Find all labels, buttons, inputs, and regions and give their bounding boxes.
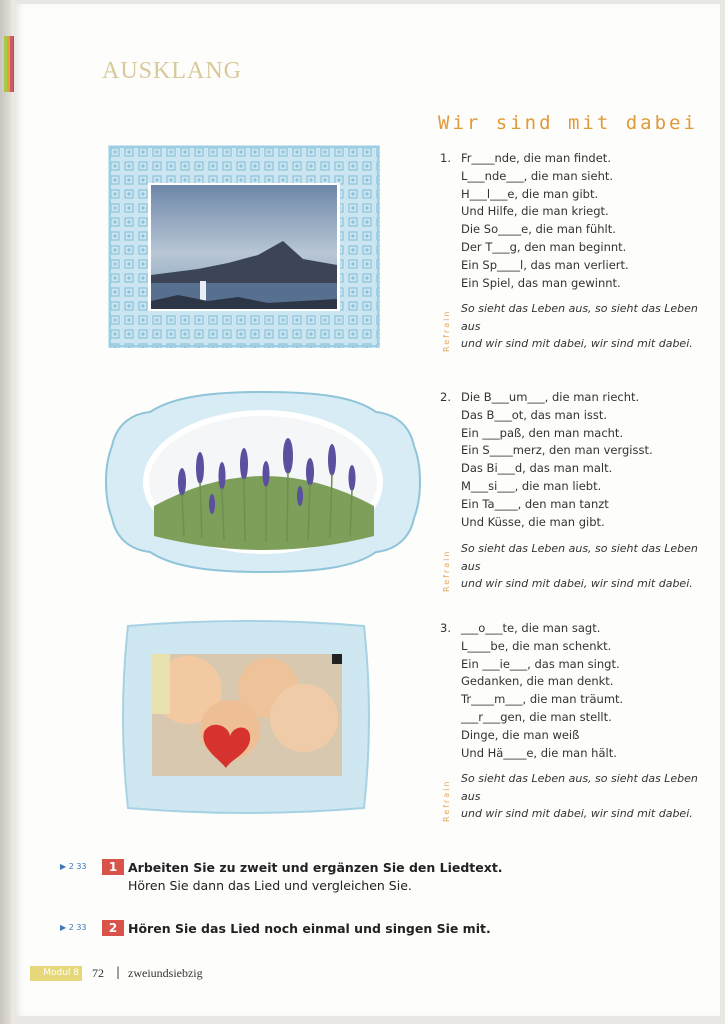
audio-track-reference[interactable]: ▶ 2 33 xyxy=(60,862,87,871)
task-instruction: Hören Sie das Lied noch einmal und singen Sie mit. xyxy=(128,921,491,936)
verse-line: Und Hä____e, die man hält. xyxy=(461,745,617,760)
verse-line: Dinge, die man weiß xyxy=(461,727,580,742)
verse-2 xyxy=(440,389,653,531)
refrain-line: So sieht das Leben aus, so sieht das Leben aus xyxy=(461,772,698,803)
verse-number: 2. xyxy=(440,390,451,404)
refrain-line: So sieht das Leben aus, so sieht das Leben aus xyxy=(461,302,698,333)
refrain-line: und wir sind mit dabei, wir sind mit dabei. xyxy=(461,577,693,590)
verse-line: Ein Sp____l, das man verliert. xyxy=(461,257,629,272)
refrain-label-box xyxy=(442,770,452,822)
page-footer xyxy=(30,964,430,984)
verse-line: L___nde___, die man sieht. xyxy=(461,168,614,183)
verse-line: Ein ___paß, den man macht. xyxy=(461,425,624,440)
verse-line: ___r___gen, die man stellt. xyxy=(461,709,612,724)
verse-line: Das B___ot, das man isst. xyxy=(461,407,608,422)
audio-track-reference[interactable]: ▶ 2 33 xyxy=(60,923,87,932)
refrain-label: Refrain xyxy=(442,549,451,592)
verse-line: Der T___g, den man beginnt. xyxy=(461,239,627,254)
page-number: 72 xyxy=(92,966,104,980)
verse-line: L____be, die man schenkt. xyxy=(461,638,612,653)
book-spine xyxy=(0,0,14,1024)
verse-line: Ein Spiel, das man gewinnt. xyxy=(461,275,621,290)
song-title: Wir sind mit dabei xyxy=(438,112,698,134)
refrain-2 xyxy=(440,540,710,593)
task-number-badge: 1 xyxy=(102,859,124,875)
verse-line: Ein ___ie___, das man singt. xyxy=(461,656,620,671)
footer-separator: | xyxy=(116,965,121,979)
refrain-3 xyxy=(440,770,710,823)
module-label: Modul 8 xyxy=(30,966,82,981)
task-instruction-sub: Hören Sie dann das Lied und vergleichen Sie. xyxy=(128,878,412,893)
refrain-line: und wir sind mit dabei, wir sind mit dabei. xyxy=(461,337,693,350)
verse-line: Und Küsse, die man gibt. xyxy=(461,514,605,529)
refrain-line: und wir sind mit dabei, wir sind mit dabei. xyxy=(461,807,693,820)
refrain-label-box xyxy=(442,300,452,352)
refrain-line: So sieht das Leben aus, so sieht das Leben aus xyxy=(461,542,698,573)
task-text xyxy=(128,920,491,938)
task-number-badge: 2 xyxy=(102,920,124,936)
verse-line: Gedanken, die man denkt. xyxy=(461,674,614,689)
verse-line: Ein S____merz, den man vergisst. xyxy=(461,443,653,458)
refrain-label: Refrain xyxy=(442,309,451,352)
verse-line: Tr____m___, die man träumt. xyxy=(461,692,624,707)
verse-line: ___o___te, die man sagt. xyxy=(461,621,601,635)
hands-photo-frame xyxy=(118,620,374,814)
verse-number: 3. xyxy=(440,621,451,635)
verse-line: H___l___e, die man gibt. xyxy=(461,186,599,201)
verse-number: 1. xyxy=(440,151,451,165)
verse-line: Ein Ta____, den man tanzt xyxy=(461,496,609,511)
lavender-photo-frame xyxy=(104,386,422,578)
seascape-photo-frame xyxy=(108,145,380,348)
verse-3 xyxy=(440,620,623,762)
refrain-label-box xyxy=(442,540,452,592)
section-title: AUSKLANG xyxy=(102,58,242,84)
verse-line: Die So____e, die man fühlt. xyxy=(461,222,616,237)
verse-line: Das Bi___d, das man malt. xyxy=(461,461,613,476)
refrain-label: Refrain xyxy=(442,779,451,822)
verse-line: Fr____nde, die man findet. xyxy=(461,151,611,165)
verse-line: M___si___, die man liebt. xyxy=(461,478,602,493)
verse-line: Und Hilfe, die man kriegt. xyxy=(461,204,609,219)
verse-line: Die B___um___, die man riecht. xyxy=(461,390,640,404)
verse-1 xyxy=(440,150,629,292)
refrain-1 xyxy=(440,300,710,353)
task-instruction: Arbeiten Sie zu zweit und ergänzen Sie den Liedtext. xyxy=(128,860,503,875)
page-number-word: zweiundsiebzig xyxy=(128,966,203,980)
task-text xyxy=(128,859,503,895)
